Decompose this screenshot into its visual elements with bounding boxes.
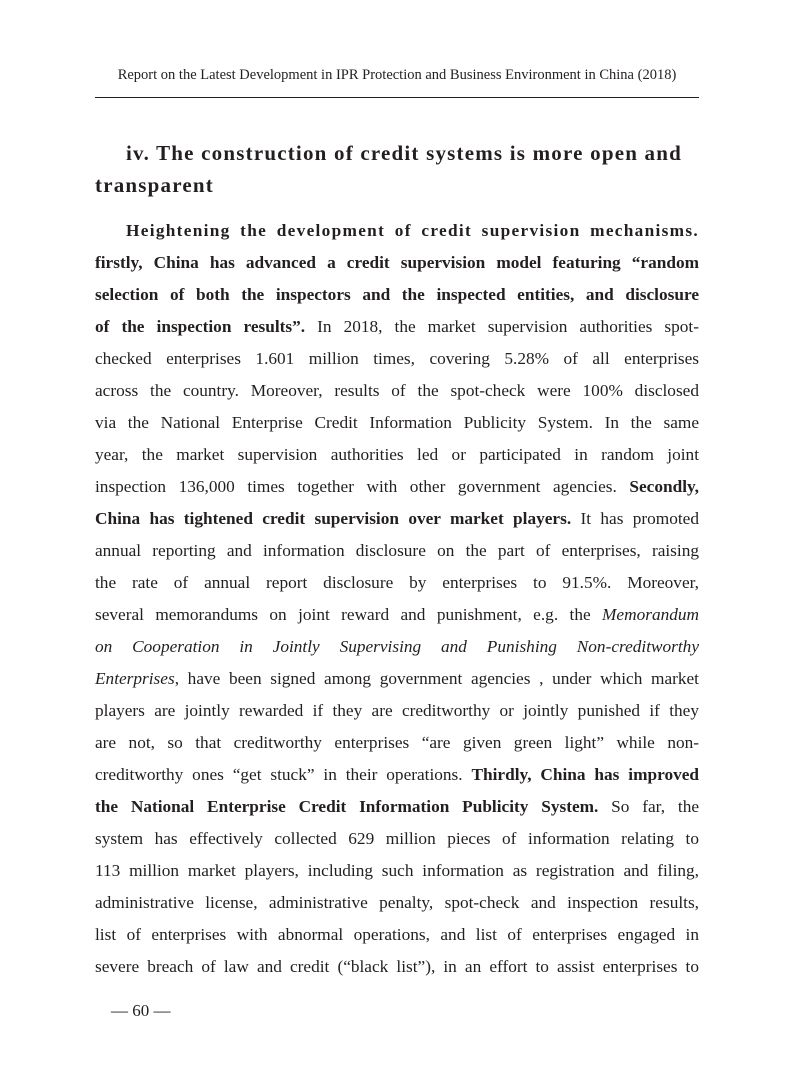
lead-sentence: Heightening the development of credit supervision mechanisms.	[126, 221, 699, 240]
body-text: creditworthy ones “get stuck” in their operations.	[95, 765, 472, 784]
section-heading	[95, 137, 699, 201]
paragraph-line	[95, 567, 699, 599]
paragraph-line	[95, 951, 699, 983]
paragraph-line	[95, 887, 699, 919]
italic-title: Memorandum	[602, 605, 699, 624]
body-text: players are jointly rewarded if they are creditworthy or jointly punished if they	[95, 701, 699, 720]
paragraph-line	[95, 279, 699, 311]
paragraph-line	[95, 439, 699, 471]
paragraph-line	[95, 535, 699, 567]
body-text: annual reporting and information disclosure on the part of enterprises, raising	[95, 541, 699, 560]
bold-text: firstly, China has advanced a credit supervision model featuring “random	[95, 253, 699, 272]
body-text: several memorandums on joint reward and punishment, e.g. the	[95, 605, 603, 624]
paragraph-line	[95, 791, 699, 823]
page-number: — 60 —	[111, 1001, 171, 1020]
paragraph-line	[95, 471, 699, 503]
body-text: , have been signed among government agencies , under which market	[174, 669, 699, 688]
body-text: across the country. Moreover, results of the spot-check were 100% disclosed	[95, 381, 699, 400]
paragraph-line	[95, 695, 699, 727]
running-header: Report on the Latest Development in IPR Protection and Business Environment in China (2018)	[117, 67, 677, 83]
body-text: the rate of annual report disclosure by enterprises to 91.5%. Moreover,	[95, 573, 699, 592]
paragraph-line	[95, 759, 699, 791]
paragraph-line	[95, 503, 699, 535]
bold-text: Thirdly, China has improved	[471, 765, 700, 784]
section-heading-line-1: iv. The construction of credit systems is more open and	[126, 141, 683, 165]
body-text: system has effectively collected 629 million pieces of information relating to	[95, 829, 699, 848]
bold-text: the National Enterprise Credit Information Publicity System.	[95, 797, 599, 816]
body-text: list of enterprises with abnormal operations, and list of enterprises engaged in	[95, 925, 699, 944]
bold-text: Secondly,	[629, 477, 699, 496]
body-text: year, the market supervision authorities led or participated in random joint	[95, 445, 699, 464]
body-text: administrative license, administrative penalty, spot-check and inspection results,	[95, 893, 699, 912]
body-text: It has promoted	[571, 509, 699, 528]
body-text: checked enterprises 1.601 million times, covering 5.28% of all enterprises	[95, 349, 699, 368]
body-text: via the National Enterprise Credit Information Publicity System. In the same	[95, 413, 699, 432]
bold-text: China has tightened credit supervision over market players.	[95, 509, 572, 528]
body-text: are not, so that creditworthy enterprises “are given green light” while non-	[95, 733, 699, 752]
body-text: So far, the	[598, 797, 700, 816]
paragraph-line	[95, 215, 699, 247]
italic-title: on Cooperation in Jointly Supervising and Punishing Non-creditworthy	[95, 637, 699, 656]
section-heading-line-2: transparent	[95, 173, 214, 197]
bold-text: of the inspection results”.	[95, 317, 306, 336]
paragraph-line	[95, 727, 699, 759]
body-text: severe breach of law and credit (“black list”), in an effort to assist enterprises to	[95, 957, 699, 976]
paragraph-line	[95, 631, 699, 663]
paragraph-line	[95, 919, 699, 951]
italic-title: Enterprises	[95, 669, 175, 688]
bold-text: selection of both the inspectors and the inspected entities, and disclosure	[95, 285, 699, 304]
body-text: inspection 136,000 times together with other government agencies.	[95, 477, 630, 496]
paragraph-line	[95, 311, 699, 343]
paragraph-line	[95, 599, 699, 631]
paragraph-line	[95, 247, 699, 279]
paragraph-line	[95, 663, 699, 695]
paragraph-line	[95, 407, 699, 439]
paragraph-line	[95, 375, 699, 407]
body-text: 113 million market players, including such information as registration and filing,	[95, 861, 699, 880]
paragraph-line	[95, 855, 699, 887]
paragraph-line	[95, 343, 699, 375]
body-text: In 2018, the market supervision authorities spot-	[305, 317, 699, 336]
paragraph-line	[95, 823, 699, 855]
header-divider	[95, 97, 699, 98]
body-paragraph	[95, 215, 699, 983]
